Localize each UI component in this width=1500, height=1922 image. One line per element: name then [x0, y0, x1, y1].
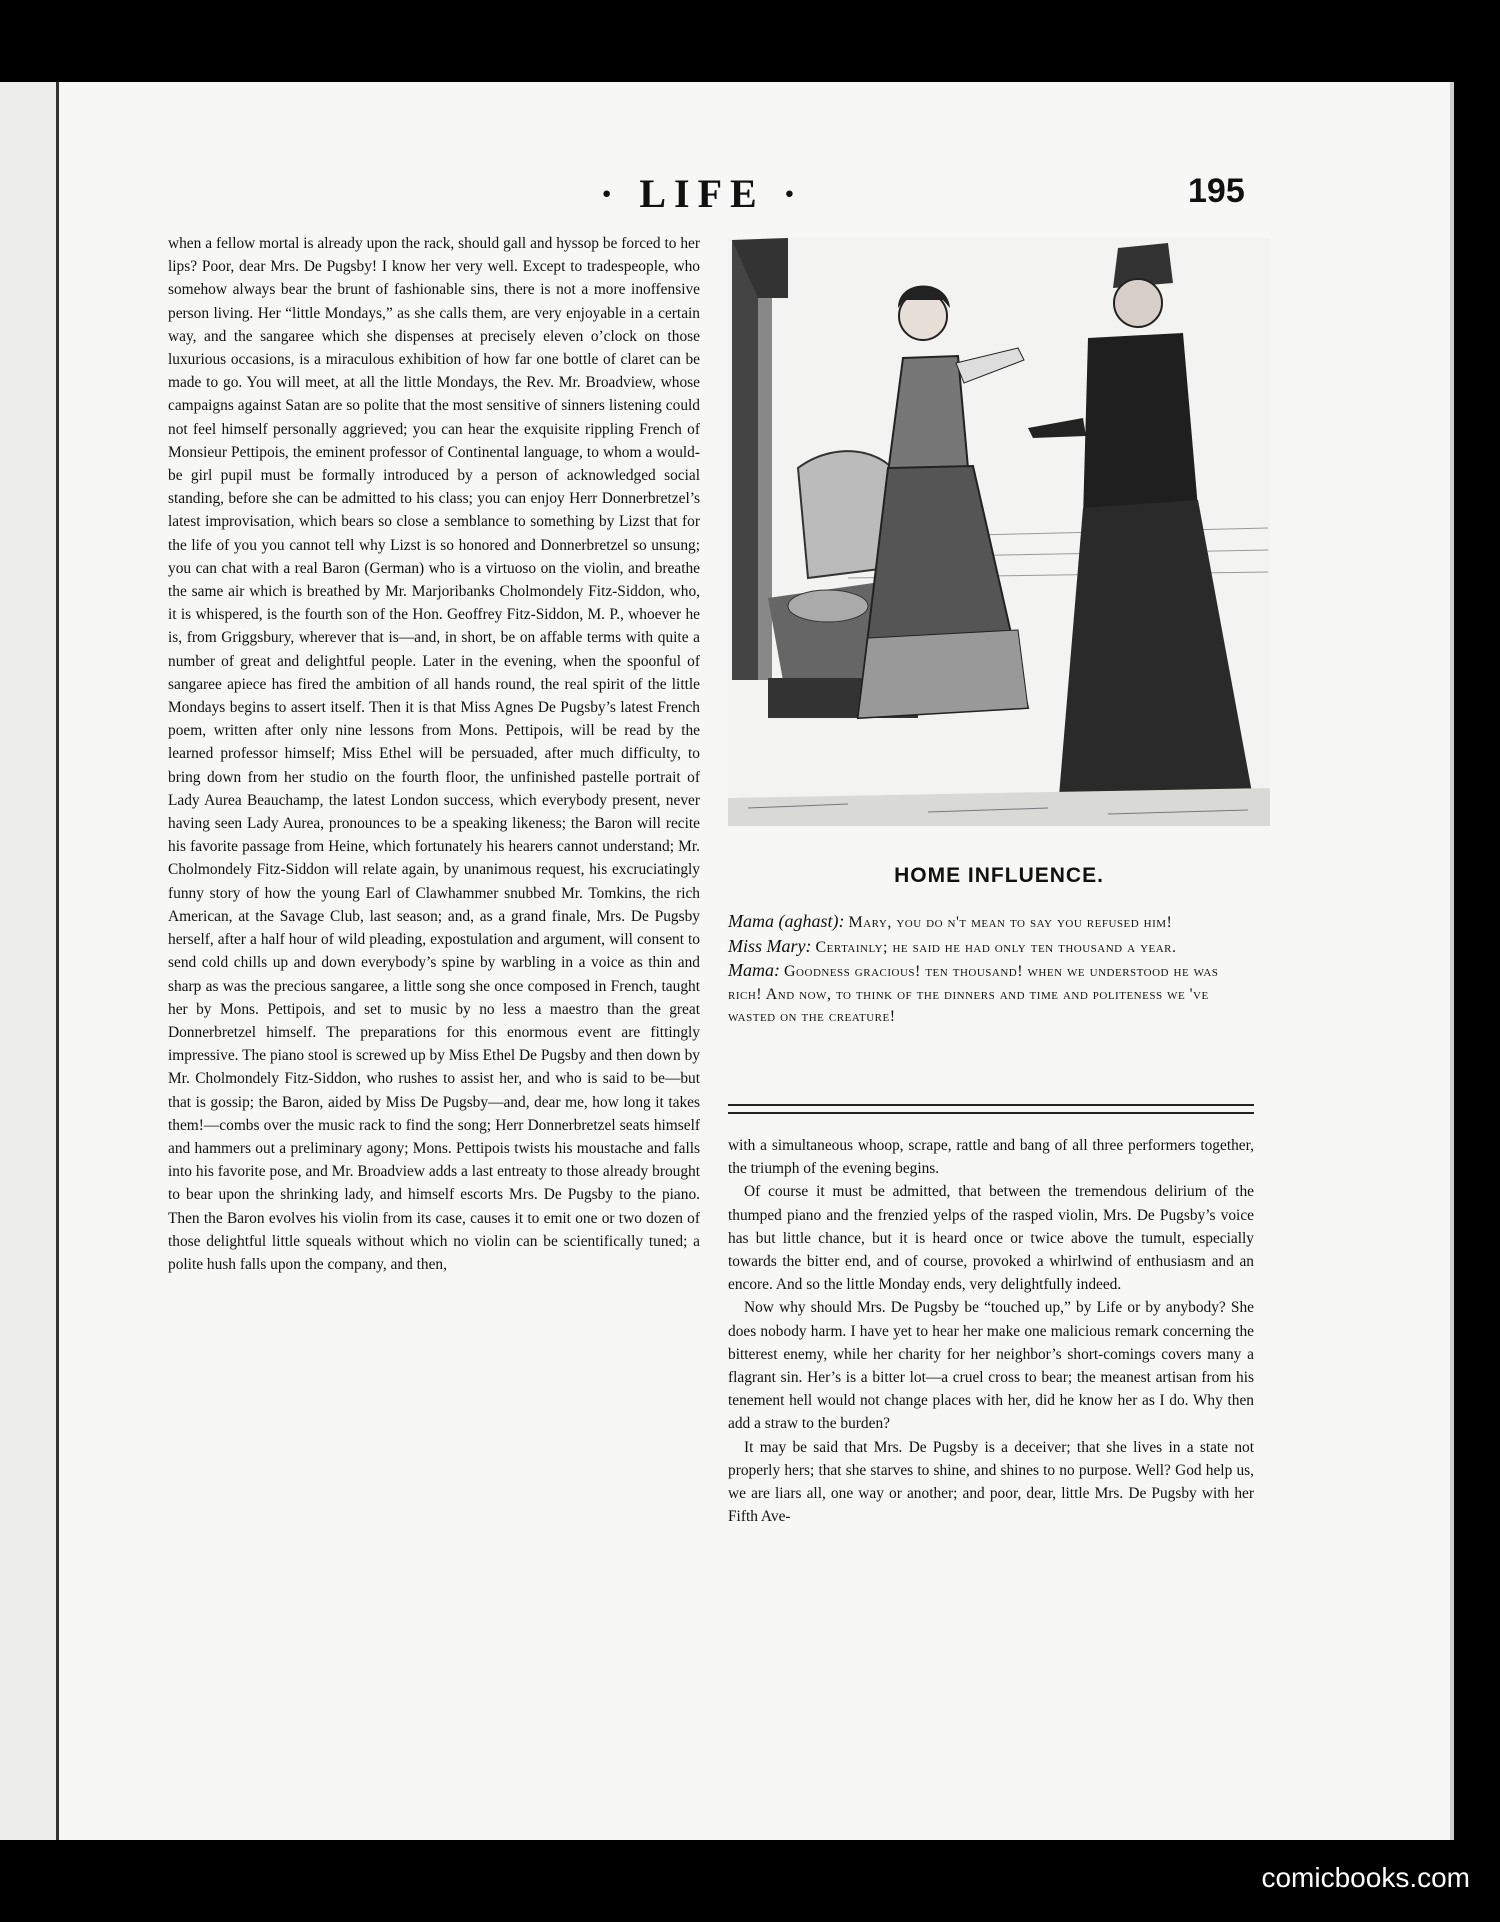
page-number: 195: [1188, 172, 1245, 210]
dialogue-text: Certainly; he said he had only ten thousand a year.: [815, 938, 1177, 956]
cartoon-illustration: [728, 238, 1270, 826]
dialogue-text: Mary, you do n't mean to say you refused him!: [848, 914, 1173, 931]
section-divider: [728, 1112, 1254, 1114]
dialogue-speaker: Miss Mary:: [728, 935, 812, 956]
cartoon-dialogue: [728, 910, 1254, 1029]
cartoon-title: HOME INFLUENCE.: [894, 864, 1104, 887]
left-column: [168, 232, 700, 1276]
dialogue-speaker: Mama (aghast):: [728, 911, 845, 931]
right-column-paragraph: with a simultaneous whoop, scrape, rattle and bang of all three performers together, the triumph of the evening begins.: [728, 1137, 1254, 1178]
page-title: · LIFE ·: [600, 171, 805, 216]
mirror-frame: [732, 240, 758, 680]
dialogue-line: [728, 910, 1254, 935]
left-column-paragraph: when a fellow mortal is already upon the rack, should gall and hyssop be forced to her lips? Poor, dear Mrs. De Pugsby! I know her very well. Except to tradespeople, who somehow always bear the brunt of fashionable sins, there is not a more inoffensive person living. Her “little Mondays,” as she calls them, are very enjoyable in a certain way, and the sangaree which she dispenses at precisely eleven o’clock on those luxurious occasions, is a miraculous exhibition of how far one bottle of claret can be made to go. You will meet, at all the little Mondays, the Rev. Mr. Broadview, whose campaigns against Satan are so polite that the most sensitive of sinners listening could not feel himself personally aggrieved; you can hear the exquisite rippling French of Monsieur Pettipois, the eminent professor of Continental language, to whom a would-be girl pupil must be formally introduced by a person of acknowledged social standing, before she can be admitted to his class; you can enjoy Herr Donnerbretzel’s latest improvisation, which bears so close a semblance to something by Lizst that for the life of you you cannot tell why Lizst is so honored and Donnerbretzel so unsung; you can chat with a real Baron (German) who is a virtuoso on the violin, and breathe the same air which is breathed by Mr. Marjoribanks Cholmondely Fitz-Siddon, who, it is whispered, is the fourth son of the Hon. Geoffrey Fitz-Siddon, M. P., whoever he is, from Griggsbury, wherever that is—and, in short, be on affable terms with quite a number of great and delightful people. Later in the evening, when the spoonful of sangaree apiece has fired the ambition of all hands round, the real spirit of the little Mondays begins to assert itself. Then it is that Miss Agnes De Pugsby’s latest French poem, written after only nine lessons from Mons. Pettipois, will be read by the learned professor himself; Miss Ethel will be persuaded, after much difficulty, to bring down from her studio on the fourth floor, the unfinished pastelle portrait of Lady Aurea Beauchamp, the latest London success, which everybody present, never having seen Lady Aurea, pronounces to be a speaking likeness; the Baron will recite his favorite passage from Heine, which fortunately his hearers cannot understand; Mr. Cholmondely Fitz-Siddon will relate again, by unanimous request, his excruciatingly funny story of how the young Earl of Clawhammer snubbed Mr. Tomkins, the rich American, at the Savage Club, last season; and, as a grand finale, Mrs. De Pugsby herself, after a half hour of wild pleading, expostulation and argument, will consent to send cold chills up and down everybody’s spine by warbling in a voice as thin and sharp as was the precious sangaree, a little song she once composed in French, taught her by Mons. Pettipois, and set to music by no less a maestro than the great Donnerbretzel himself. The preparations for this enormous event are fittingly impressive. The piano stool is screwed up by Miss Ethel De Pugsby and then down by Mr. Cholmondely Fitz-Siddon, who rushes to assist her, and who is said to be—but that is gossip; the Baron, aided by Miss De Pugsby—and, dear me, how long it takes them!—combs over the music rack to find the song; Herr Donnerbretzel seats himself and hammers out a preliminary agony; Mons. Pettipois twists his moustache and falls into his favorite pose, and Mr. Broadview adds a last entreaty to those already brought to bear upon the shrinking lady, and himself escorts Mrs. De Pugsby to the piano. Then the Baron evolves his violin from its case, causes it to emit one or two dozen of those delightful little squeals without which no violin can be scientifically tuned; a polite hush falls upon the company, and then,: [168, 235, 700, 1273]
dialogue-line: [728, 959, 1254, 1029]
dialogue-text: Goodness gracious! ten thousand! when we understood he was rich! And now, to think of the dinners and time and politeness we 've wasted on the creature!: [728, 963, 1219, 1025]
dialogue-line: [728, 935, 1254, 960]
adjacent-page-edge: [0, 82, 59, 1840]
section-divider: [728, 1104, 1254, 1106]
right-column-paragraph: Now why should Mrs. De Pugsby be “touched up,” by Life or by anybody? She does nobody harm. I have yet to hear her make one malicious remark concerning the bitterest enemy, while her charity for her neighbor’s short-comings covers many a flagrant sin. Her’s is a bitter lot—a cruel cross to bear; the meanest artisan from his tenement hell would not change places with her, did he know her as I do. Why then add a straw to the burden?: [728, 1299, 1254, 1433]
right-column-paragraph: It may be said that Mrs. De Pugsby is a deceiver; that she lives in a state not properly hers; that she starves to shine, and shines to no purpose. Well? God help us, we are liars all, one way or another; and poor, dear, little Mrs. De Pugsby with her Fifth Ave-: [728, 1438, 1254, 1526]
right-column-paragraph: Of course it must be admitted, that between the tremendous delirium of the thumped piano and the frenzied yelps of the rasped violin, Mrs. De Pugsby’s voice has but little chance, but it is heard once or twice above the tumult, especially towards the bitter end, and of course, provoked a whirlwind of enthusiasm and an encore. And so the little Monday ends, very delightfully indeed.: [728, 1183, 1254, 1294]
dialogue-speaker: Mama:: [728, 960, 780, 980]
watermark: comicbooks.com: [1261, 1862, 1470, 1893]
right-column: [728, 1134, 1254, 1528]
